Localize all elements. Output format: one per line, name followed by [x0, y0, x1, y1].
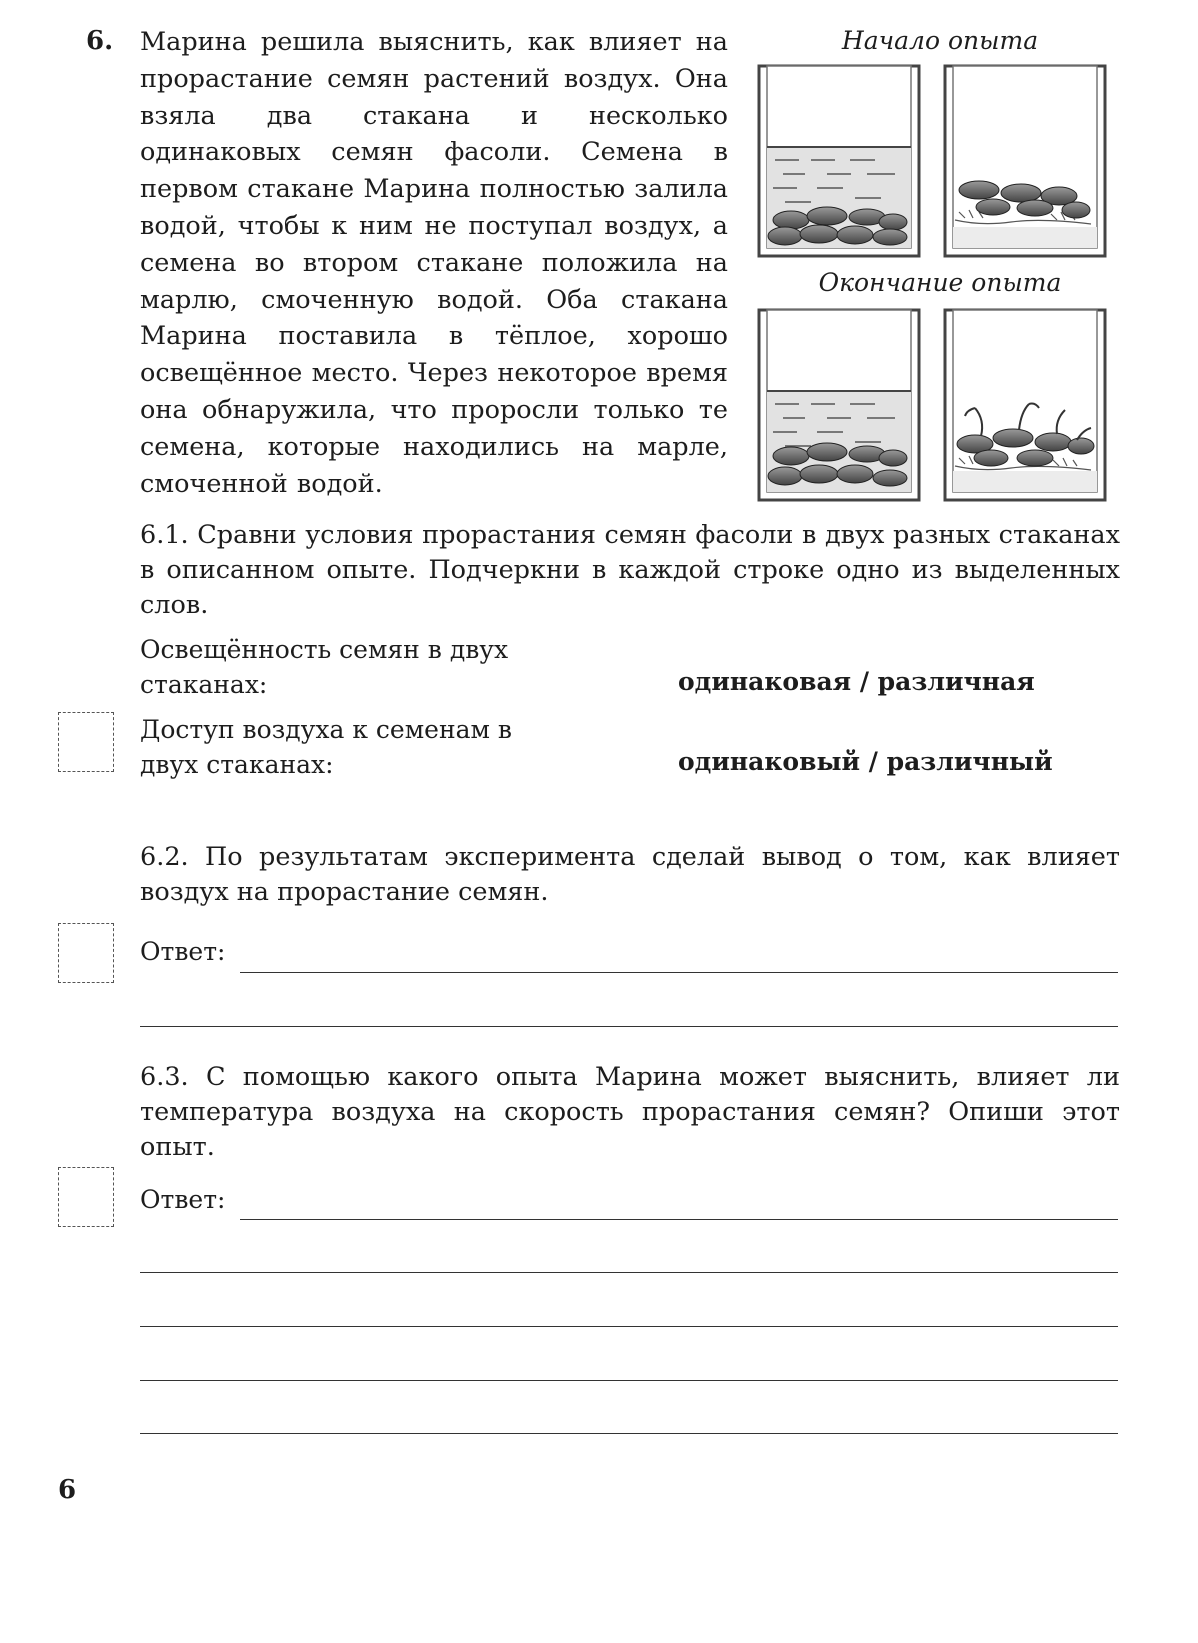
score-box-6-2[interactable] [58, 923, 114, 983]
glass-water-end [759, 310, 919, 500]
answer-line[interactable] [140, 1272, 1118, 1273]
experiment-illustration [755, 62, 1115, 522]
answer-line[interactable] [140, 1433, 1118, 1434]
caption-end-of-experiment: Окончание опыта [818, 268, 1062, 297]
task-intro-text: Марина решила выяснить, как влияет на прорастание семян растений воздух. Она взяла два стакана и несколько одинаковых семян фасоли. Семена в первом стакане Марина полностью залила водой, чтобы к ним не поступал воздух, а семена во втором стакане положила на марлю, смоченную водой. Оба стакана Марина поставила в тёплое, хорошо освещённое место. Через некоторое время она обнаружила, что проросли только те семена, которые находились на марле, смоченной водой. [140, 27, 728, 499]
page-number: 6 [58, 1475, 77, 1505]
answer-label: Ответ: [140, 937, 226, 966]
answer-line[interactable] [140, 1026, 1118, 1027]
comparison-row-label: Доступ воздуха к семенам в двух стаканах: [140, 715, 512, 779]
answer-label: Ответ: [140, 1185, 226, 1214]
comparison-row-label: Освещённость семян в двух стаканах: [140, 635, 509, 699]
answer-line[interactable] [240, 1219, 1118, 1220]
glass-gauze-end [945, 310, 1105, 500]
question-6-3-text: 6.3. С помощью какого опыта Марина может выяснить, влияет ли температура воздуха на скорость прорастания семян? Опиши этот опыт. [140, 1062, 1120, 1162]
answer-line[interactable] [240, 972, 1118, 973]
question-6-2-text: 6.2. По результатам эксперимента сделай вывод о том, как влияет воздух на прорастание семян. [140, 842, 1120, 907]
question-6-1-text: 6.1. Сравни условия прорастания семян фасоли в двух разных стаканах в описанном опыте. Подчеркни в каждой строке одно из выделенных слов. [140, 520, 1120, 620]
score-box-6-1[interactable] [58, 712, 114, 772]
caption-start-of-experiment: Начало опыта [841, 26, 1039, 55]
task-number: 6. [86, 26, 114, 56]
answer-line[interactable] [140, 1380, 1118, 1381]
comparison-row-options[interactable]: одинаковая / различная [678, 667, 1035, 696]
comparison-row-options[interactable]: одинаковый / различный [678, 747, 1053, 776]
score-box-6-3[interactable] [58, 1167, 114, 1227]
answer-line[interactable] [140, 1326, 1118, 1327]
glass-gauze-start [945, 66, 1105, 256]
glass-water-start [759, 66, 919, 256]
